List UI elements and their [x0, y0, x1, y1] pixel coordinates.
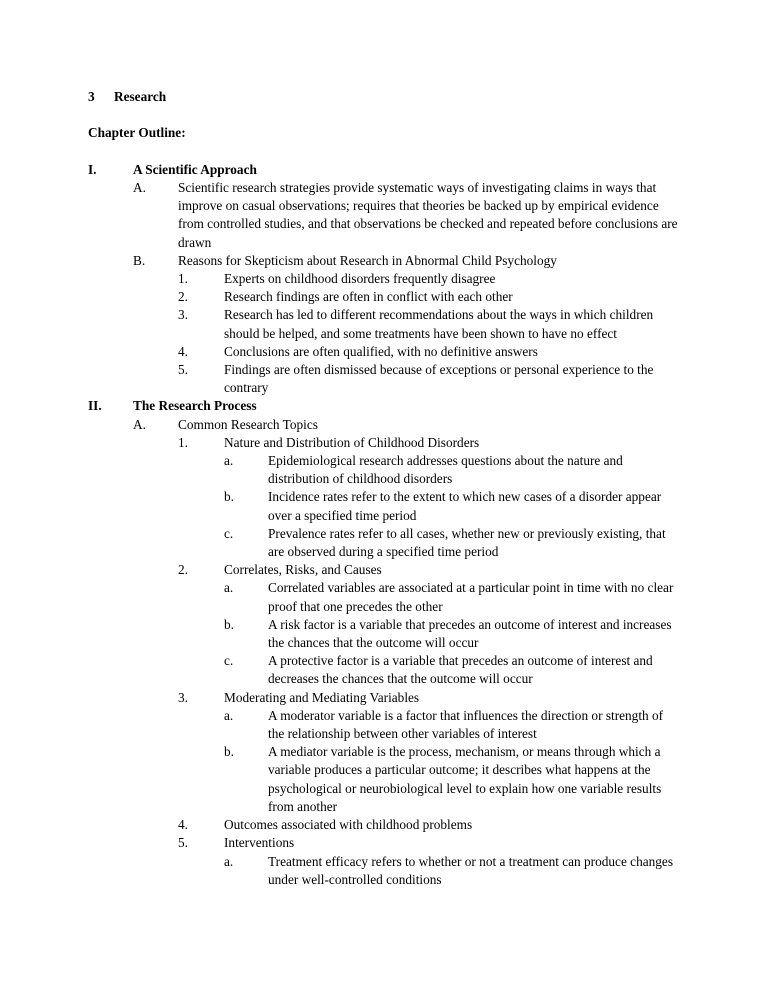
- outline-item: [224, 525, 682, 561]
- outline-item-marker: A.: [133, 179, 146, 195]
- outline-item-marker: a.: [224, 707, 234, 723]
- outline-item-text: The Research Process: [133, 398, 257, 414]
- outline-item-marker: 4.: [178, 343, 188, 359]
- outline-item-marker: b.: [224, 489, 234, 505]
- chapter-outline-list: [88, 161, 682, 889]
- outline-item: [224, 579, 682, 615]
- outline-item-marker: b.: [224, 744, 234, 760]
- outline-item: [178, 270, 682, 288]
- outline-item-marker: a.: [224, 580, 234, 596]
- outline-item: [178, 834, 682, 852]
- outline-item-text: Nature and Distribution of Childhood Disorders: [224, 434, 480, 450]
- outline-item-text: Experts on childhood disorders frequently disagree: [224, 271, 496, 286]
- outline-item: [178, 288, 682, 306]
- outline-item-text: A moderator variable is a factor that influences the direction or strength of the relationship between other variables of interest: [268, 707, 664, 742]
- outline-item-text: Prevalence rates refer to all cases, whether new or previously existing, that are observed during a specified time period: [268, 525, 666, 560]
- outline-item-text: Moderating and Mediating Variables: [224, 689, 420, 705]
- outline-item-text: Correlated variables are associated at a particular point in time with no clear proof that one precedes the other: [268, 580, 674, 614]
- outline-item: [178, 816, 682, 834]
- outline-item-marker: 2.: [178, 562, 188, 578]
- outline-item: [133, 179, 682, 252]
- outline-item: [178, 434, 682, 452]
- outline-item: [224, 616, 682, 652]
- outline-item-text: Conclusions are often qualified, with no definitive answers: [224, 343, 538, 359]
- outline-item-marker: 3.: [178, 307, 188, 323]
- outline-item: [224, 707, 682, 743]
- outline-item: [178, 561, 682, 579]
- outline-item-marker: A.: [133, 416, 146, 432]
- chapter-outline-heading: Chapter Outline:: [88, 125, 186, 141]
- page-title: [88, 88, 682, 106]
- outline-item: [133, 252, 682, 270]
- outline-item-marker: 4.: [178, 817, 188, 833]
- outline-item-marker: 1.: [178, 434, 188, 450]
- outline-item-text: A risk factor is a variable that precedes an outcome of interest and increases the chances that the outcome will occur: [268, 616, 672, 651]
- outline-item-marker: I.: [88, 161, 97, 177]
- outline-item-text: Incidence rates refer to the extent to which new cases of a disorder appear over a specified time period: [268, 489, 662, 523]
- outline-item-marker: 3.: [178, 689, 188, 705]
- outline-item: [178, 361, 682, 397]
- outline-item-marker: II.: [88, 398, 102, 414]
- outline-item: [88, 161, 682, 179]
- outline-item-marker: c.: [224, 653, 234, 669]
- outline-item-marker: c.: [224, 525, 234, 541]
- outline-item: [88, 397, 682, 415]
- outline-item-text: A Scientific Approach: [133, 161, 257, 177]
- chapter-title: Research: [114, 89, 167, 104]
- outline-item-text: A protective factor is a variable that precedes an outcome of interest and decreases the chances that the outcome will occur: [268, 653, 653, 687]
- outline-item: [224, 853, 682, 889]
- outline-item: [178, 306, 682, 342]
- outline-item-text: A mediator variable is the process, mechanism, or means through which a variable produces a particular outcome; it describes what happens at the psychological or neurobiological level to explain how one variable results from another: [268, 744, 662, 814]
- outline-item-text: Scientific research strategies provide systematic ways of investigating claims in ways that improve on casual observations; requires that theories be backed up by empirical evidence from controlled studies, and that observations be checked and repeated before conclusions are drawn: [178, 179, 678, 250]
- outline-item-text: Outcomes associated with childhood problems: [224, 817, 473, 833]
- outline-item-marker: B.: [133, 252, 146, 268]
- outline-item-marker: 1.: [178, 271, 188, 286]
- outline-item-marker: 5.: [178, 362, 188, 378]
- outline-item: [224, 452, 682, 488]
- outline-item: [178, 343, 682, 361]
- outline-item-text: Interventions: [224, 835, 295, 851]
- outline-item-text: Reasons for Skepticism about Research in Abnormal Child Psychology: [178, 252, 557, 268]
- outline-item-marker: b.: [224, 616, 234, 632]
- outline-item: [224, 743, 682, 816]
- outline-item-text: Research findings are often in conflict with each other: [224, 289, 513, 305]
- outline-item: [178, 689, 682, 707]
- outline-item: [224, 652, 682, 688]
- outline-item-marker: a.: [224, 453, 234, 469]
- subtitle-spacer: [88, 143, 682, 161]
- outline-item-marker: 5.: [178, 835, 188, 851]
- outline-item-text: Findings are often dismissed because of exceptions or personal experience to the contrary: [224, 362, 654, 396]
- chapter-number: 3: [88, 89, 95, 104]
- outline-item: [224, 488, 682, 524]
- outline-item-text: Epidemiological research addresses questions about the nature and distribution of childhood disorders: [268, 453, 623, 487]
- outline-item-text: Research has led to different recommendations about the ways in which children should be helped, and some treatments have been shown to have no effect: [224, 307, 654, 341]
- title-spacer: [88, 106, 682, 124]
- outline-item-marker: 2.: [178, 289, 188, 305]
- outline-item-text: Treatment efficacy refers to whether or not a treatment can produce changes under well-controlled conditions: [268, 853, 674, 887]
- outline-item-text: Common Research Topics: [178, 416, 318, 432]
- outline-item-marker: a.: [224, 853, 234, 869]
- outline-item-text: Correlates, Risks, and Causes: [224, 562, 382, 578]
- outline-item: [133, 416, 682, 434]
